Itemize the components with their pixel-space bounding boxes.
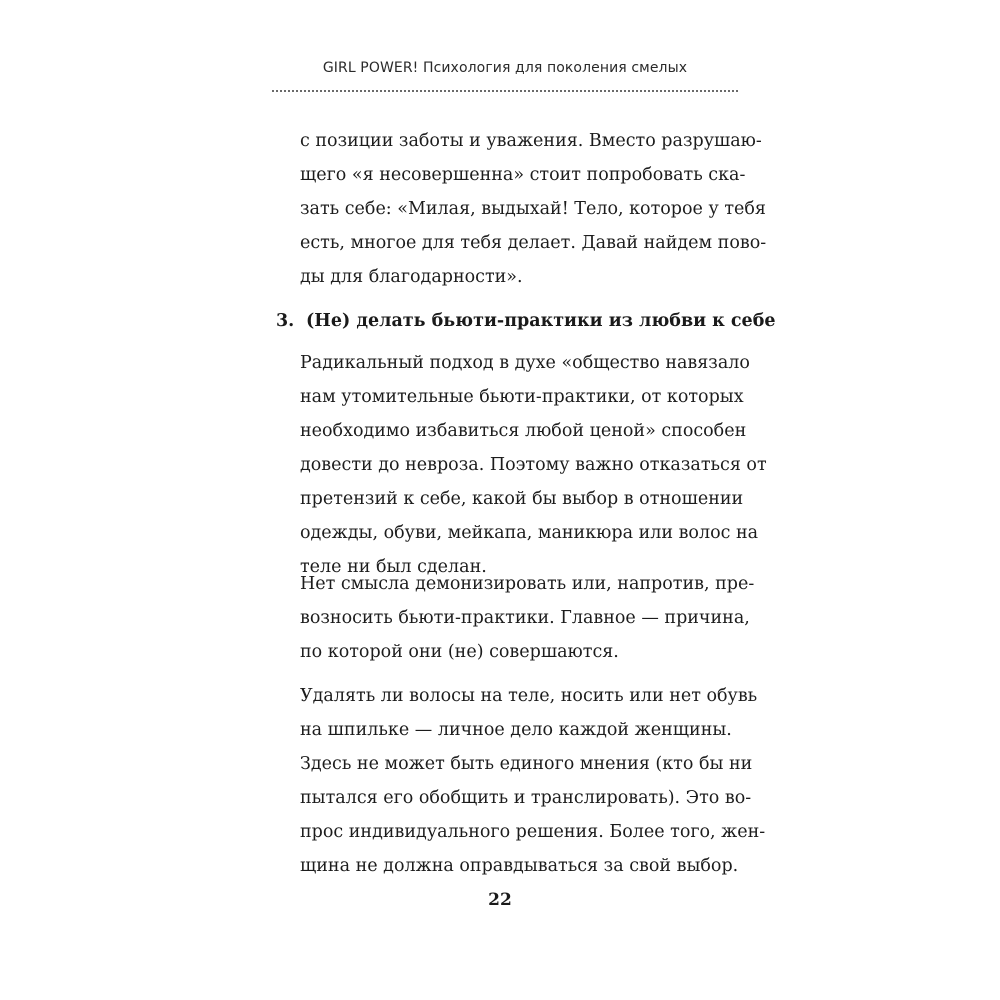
text-line: есть, многое для тебя делает. Давай найдем пово- <box>300 233 767 253</box>
paragraph-continuation <box>300 124 767 294</box>
text-line: ды для благодарности». <box>300 267 523 287</box>
paragraph-no-sense <box>300 567 755 669</box>
text-line: Удалять ли волосы на теле, носить или нет обувь <box>300 686 758 706</box>
text-line: зать себе: «Милая, выдыхай! Тело, которое у тебя <box>300 199 766 219</box>
text-line: щина не должна оправдываться за свой выбор. <box>300 856 739 876</box>
section-heading <box>276 304 776 338</box>
text-line: теле ни был сделан. <box>300 557 487 577</box>
text-line: претензий к себе, какой бы выбор в отношении <box>300 489 744 509</box>
text-line: по которой они (не) совершаются. <box>300 642 619 662</box>
text-line: на шпильке — личное дело каждой женщины. <box>300 720 732 740</box>
text-line: Нет смысла демонизировать или, напротив, пре- <box>300 574 755 594</box>
dotted-divider <box>272 90 738 92</box>
text-line: с позиции заботы и уважения. Вместо разрушаю- <box>300 131 762 151</box>
text-line: возносить бьюти-практики. Главное — причина, <box>300 608 750 628</box>
section-number: 3. <box>276 311 295 331</box>
text-line: нам утомительные бьюти-практики, от которых <box>300 387 744 407</box>
text-line: пытался его обобщить и транслировать). Это во- <box>300 788 752 808</box>
running-head-title: GIRL POWER! Психология для поколения смелых <box>322 60 688 76</box>
text-line: необходимо избавиться любой ценой» способен <box>300 421 747 441</box>
text-line: одежды, обуви, мейкапа, маникюра или волос на <box>300 523 759 543</box>
text-line: Радикальный подход в духе «общество навязало <box>300 353 750 373</box>
text-line: Здесь не может быть единого мнения (кто бы ни <box>300 754 753 774</box>
section-title: (Не) делать бьюти-практики из любви к себе <box>306 311 776 331</box>
paragraph-personal-choice <box>300 679 766 883</box>
text-line: прос индивидуального решения. Более того, жен- <box>300 822 766 842</box>
text-line: щего «я несовершенна» стоит попробовать ска- <box>300 165 746 185</box>
page-number: 22 <box>488 890 512 910</box>
text-line: довести до невроза. Поэтому важно отказаться от <box>300 455 767 475</box>
